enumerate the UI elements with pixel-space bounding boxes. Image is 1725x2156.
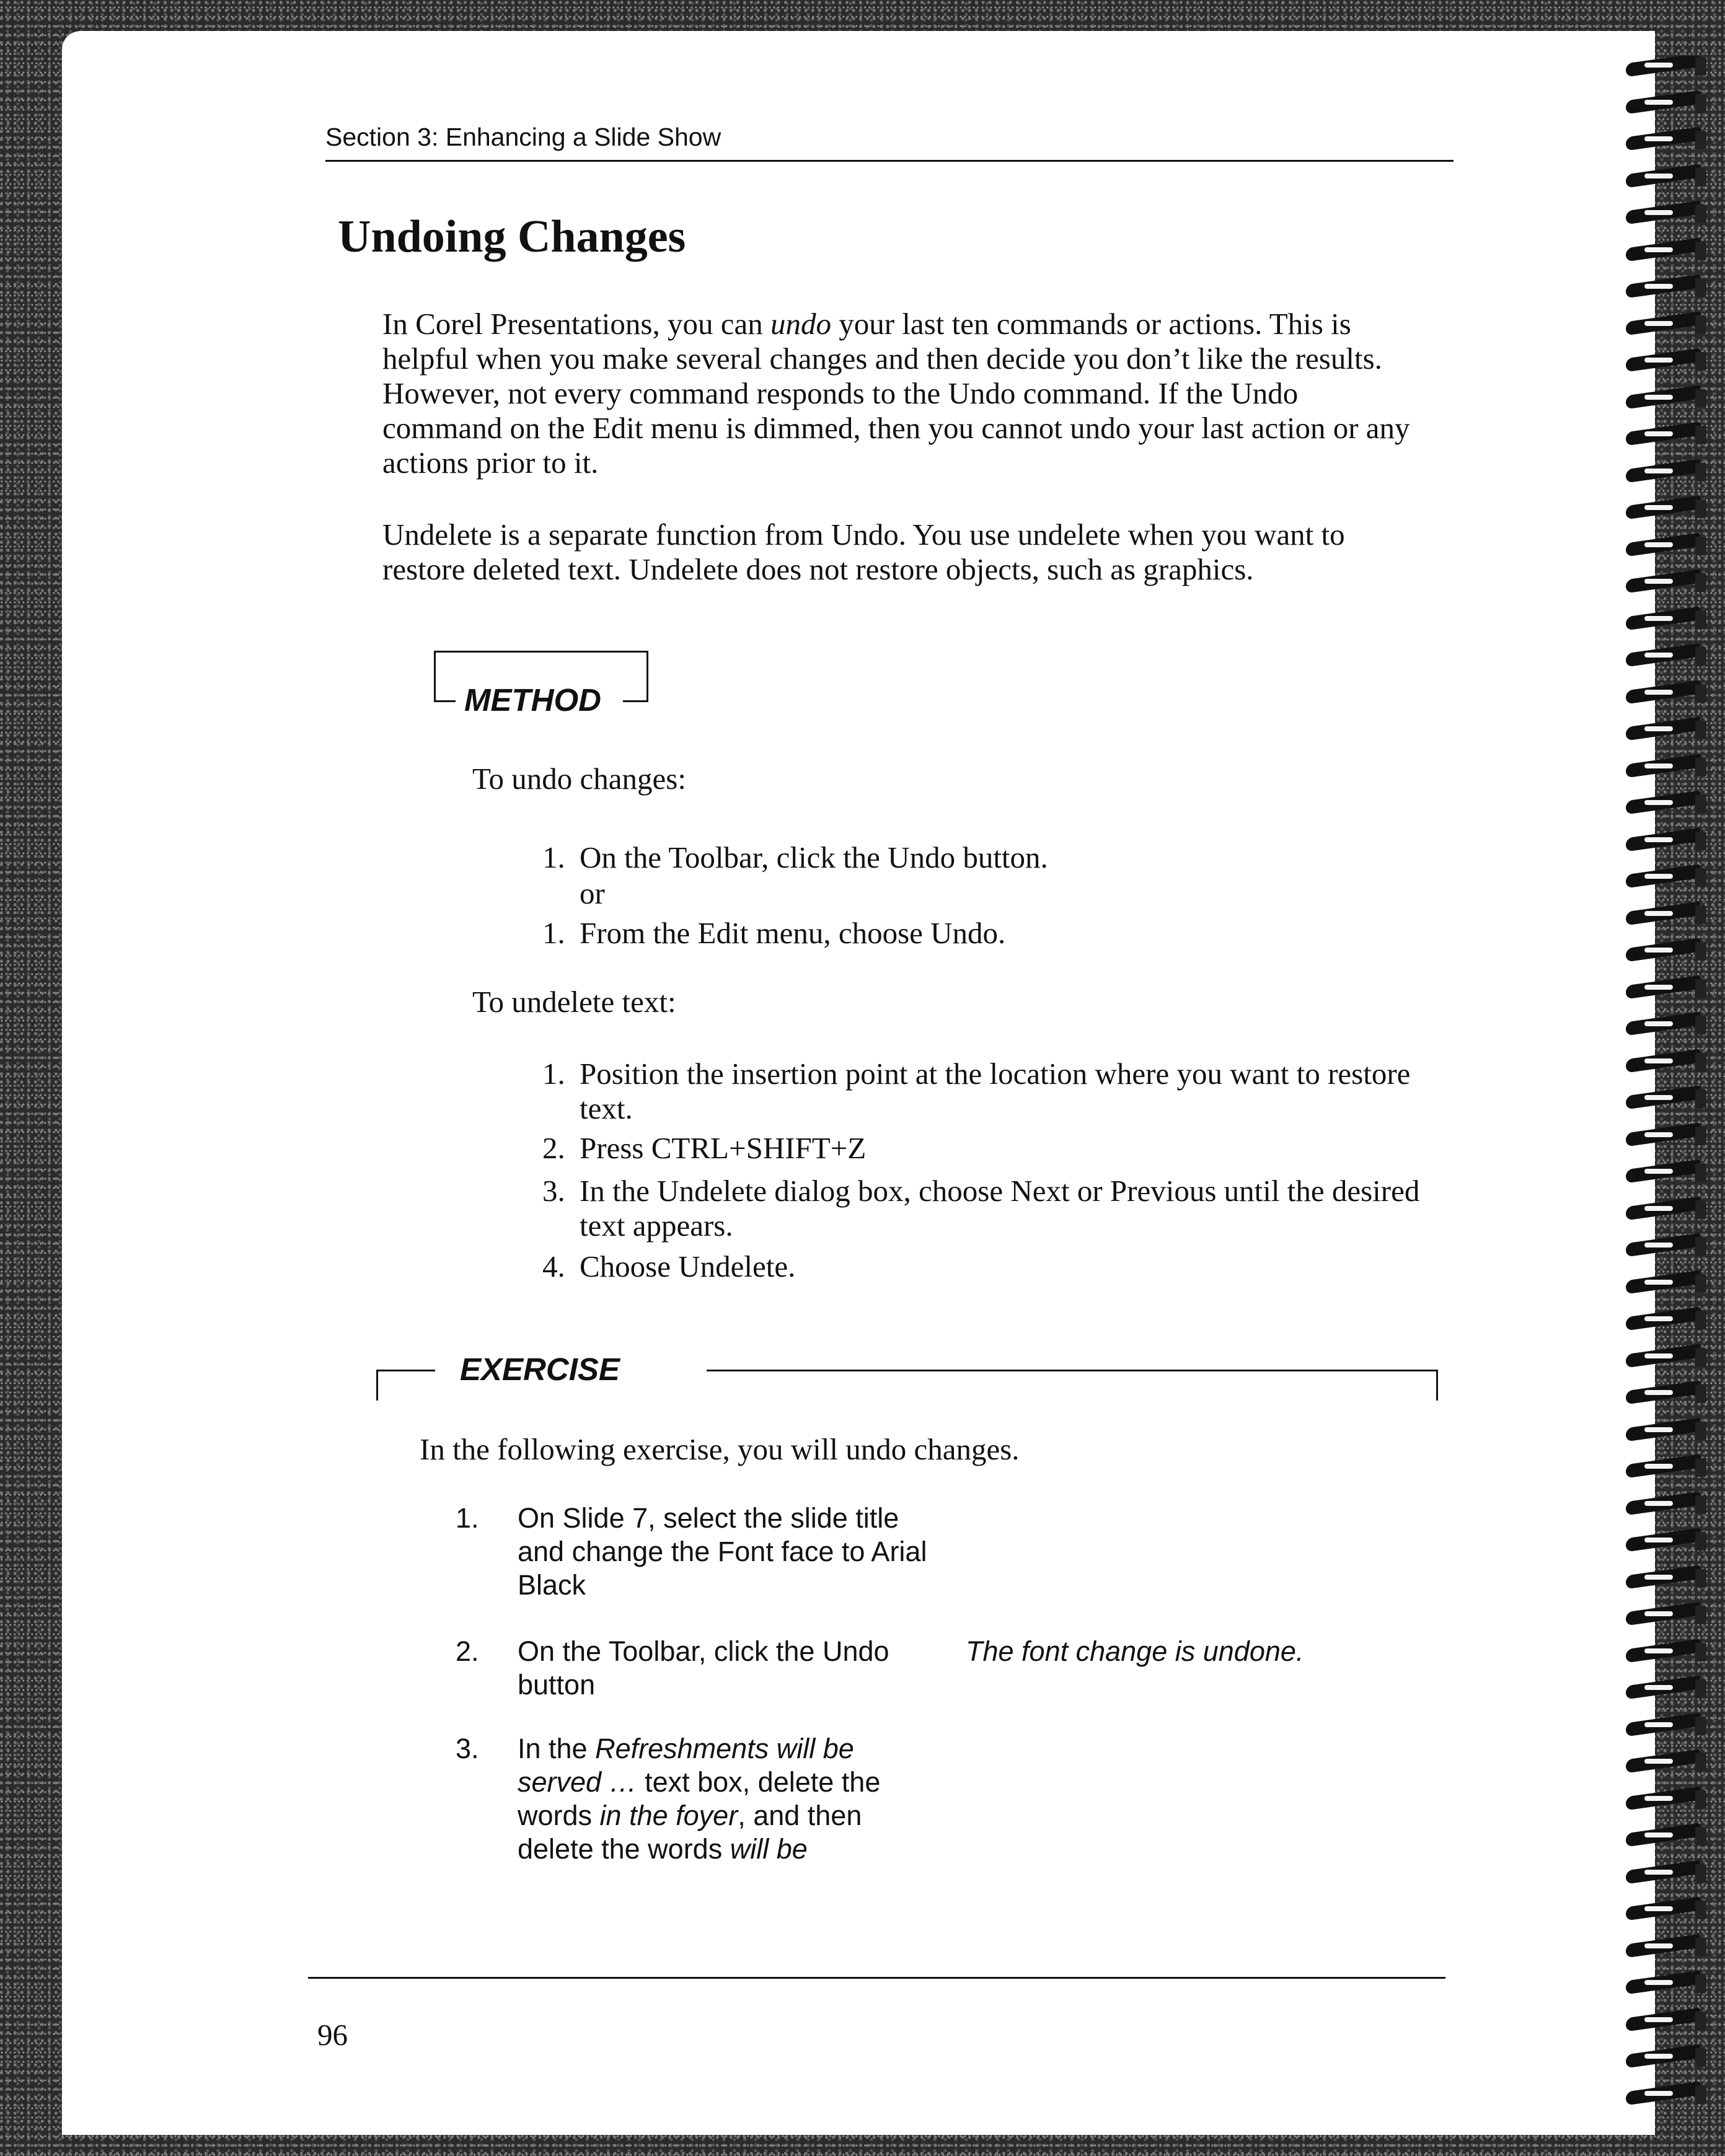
spiral-coil (1621, 1309, 1720, 1331)
method-frame-line (434, 700, 456, 702)
spiral-coil (1621, 462, 1720, 483)
spiral-coil (1621, 1088, 1720, 1109)
page-title: Undoing Changes (338, 211, 686, 262)
spiral-coil (1621, 1420, 1720, 1441)
spiral-coil (1621, 1937, 1720, 1958)
spiral-coil (1621, 240, 1720, 262)
spiral-coil (1621, 1715, 1720, 1736)
spiral-coil (1621, 2010, 1720, 2031)
spiral-coil (1621, 867, 1720, 888)
spiral-coil (1621, 1568, 1720, 1589)
spiral-coil (1621, 498, 1720, 519)
spiral-coil (1621, 1642, 1720, 1663)
exercise-frame-tick (376, 1370, 378, 1401)
spiral-coil (1621, 757, 1720, 778)
spiral-coil (1621, 56, 1720, 77)
spiral-coil (1621, 1752, 1720, 1773)
key-combo: CTRL+SHIFT+Z (651, 1131, 867, 1165)
spiral-coil (1621, 646, 1720, 667)
spiral-coil (1621, 1383, 1720, 1404)
exercise-frame-line (707, 1370, 1438, 1371)
spiral-coil (1621, 1162, 1720, 1183)
spiral-binding (1621, 56, 1725, 2126)
spiral-coil (1621, 978, 1720, 999)
spiral-coil (1621, 1604, 1720, 1626)
intro-paragraph-1: In Corel Presentations, you can undo your last ten commands or actions. This is helpful when you make several changes and then decide you don’t like the results. However, not every command responds to the Undo command. If the Undo command on the Edit menu is dimmed, then you cannot undo your last action or any actions prior to it. (382, 307, 1410, 480)
spiral-coil (1621, 941, 1720, 962)
spiral-coil (1621, 1236, 1720, 1257)
spiral-coil (1621, 683, 1720, 704)
intro-paragraph-2: Undelete is a separate function from Undo. You use undelete when you want to restore deleted text. Undelete does not restore objects, such as graphics. (382, 517, 1345, 586)
footer-rule (308, 1977, 1445, 1979)
spiral-coil (1621, 1199, 1720, 1220)
spiral-coil (1621, 719, 1720, 741)
spiral-coil (1621, 830, 1720, 851)
spiral-coil (1621, 535, 1720, 557)
spiral-coil (1621, 1826, 1720, 1847)
method-label: METHOD (462, 682, 604, 718)
running-header: Section 3: Enhancing a Slide Show (325, 123, 721, 151)
undo-heading: To undo changes: (472, 762, 686, 796)
spiral-coil (1621, 1789, 1720, 1810)
spiral-coil (1621, 2047, 1720, 2068)
exercise-label: EXERCISE (460, 1352, 620, 1387)
spiral-coil (1621, 1457, 1720, 1478)
spiral-coil (1621, 1125, 1720, 1146)
header-rule (325, 160, 1454, 162)
spiral-coil (1621, 1347, 1720, 1368)
spiral-coil (1621, 1052, 1720, 1073)
spiral-coil (1621, 1494, 1720, 1515)
spiral-coil (1621, 1273, 1720, 1294)
spiral-coil (1621, 793, 1720, 814)
document-page: Section 3: Enhancing a Slide Show Undoing Changes In Corel Presentations, you can undo your last ten commands or actions. This is helpful when you make several changes and then decide you don’t like the results. However, not every command responds to the Undo command. If the Undo command on the Edit menu is dimmed, then you cannot undo your last action or any actions prior to it. Undelete is a separate function from Undo. You use undelete when you want to restore deleted text. Undelete does not restore objects, such as graphics. METHOD To undo changes: 1. On the Toolbar, click the Undo button. or 1. From the Edit menu, choose Undo. To undelete text: 1. Position the insertion point at the location where you want to restore text. 2. Press CTRL+SHIFT+Z 3. In the Undelete dialog box, choose Next or Previous until the desired text appears. 4. Choose Undelete. EXERCISE In the following exercise, you will undo changes. 1. On Slide 7, select the slide title and change the Font face to Arial Black 2. On the Toolbar, click the Undo button The font change is undone. 3. In the Refreshments will be served … text box, delete the words in the foyer, and then delete the words will be 96 (62, 31, 1655, 2135)
spiral-coil (1621, 1531, 1720, 1552)
spiral-coil (1621, 277, 1720, 298)
spiral-coil (1621, 425, 1720, 446)
spiral-coil (1621, 93, 1720, 114)
exercise-frame-tick (1436, 1370, 1438, 1401)
spiral-coil (1621, 2084, 1720, 2105)
spiral-coil (1621, 1863, 1720, 1884)
exercise-frame-line (376, 1370, 435, 1371)
spiral-coil (1621, 203, 1720, 224)
exercise-intro: In the following exercise, you will undo changes. (420, 1432, 1020, 1466)
exercise-result-note: The font change is undone. (966, 1635, 1304, 1667)
method-frame-line (623, 700, 646, 702)
spiral-coil (1621, 1678, 1720, 1699)
spiral-coil (1621, 351, 1720, 372)
spiral-coil (1621, 609, 1720, 630)
spiral-coil (1621, 167, 1720, 188)
spiral-coil (1621, 1899, 1720, 1921)
spiral-coil (1621, 572, 1720, 593)
spiral-coil (1621, 904, 1720, 925)
page-number: 96 (317, 2018, 348, 2052)
spiral-coil (1621, 388, 1720, 409)
undelete-heading: To undelete text: (472, 985, 676, 1019)
spiral-coil (1621, 314, 1720, 335)
spiral-coil (1621, 130, 1720, 151)
spiral-coil (1621, 1973, 1720, 1994)
spiral-coil (1621, 1014, 1720, 1036)
